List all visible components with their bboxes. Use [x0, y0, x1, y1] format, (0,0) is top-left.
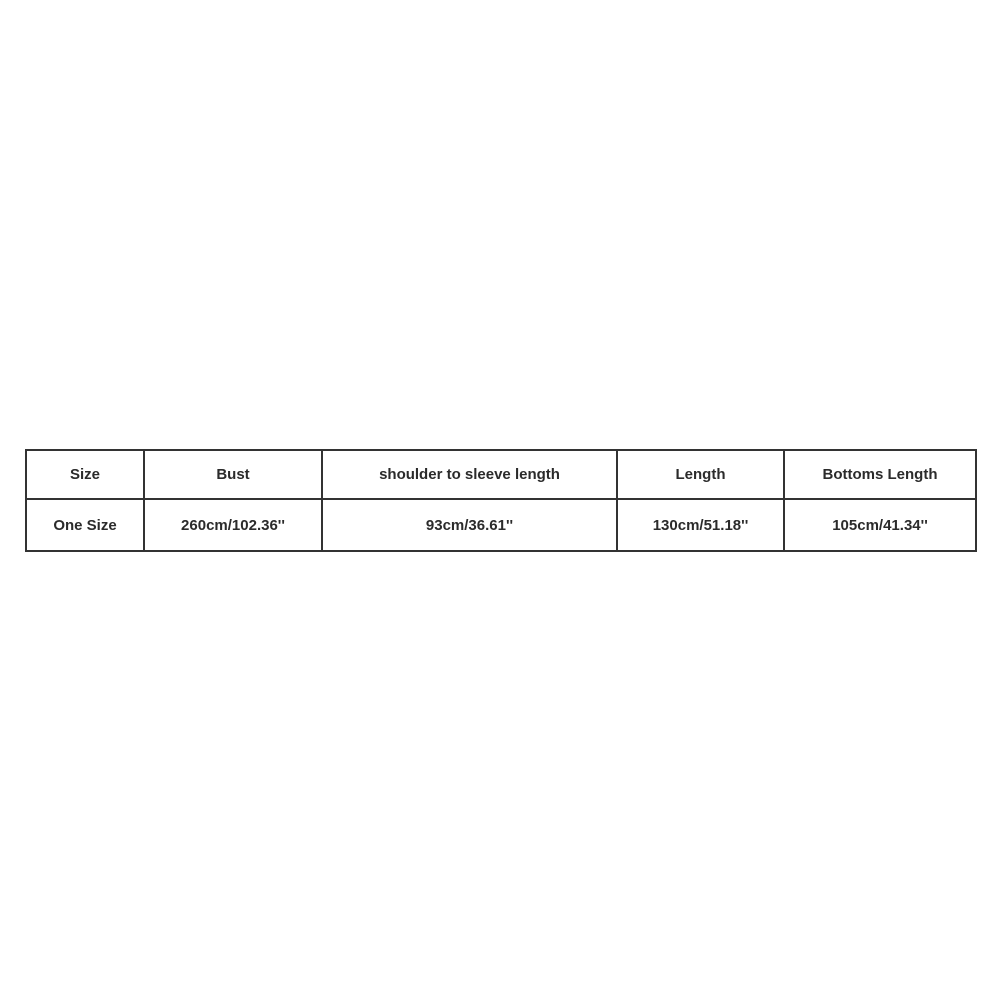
cell-size-value: One Size [26, 499, 144, 551]
header-cell-shoulder-to-sleeve-length: shoulder to sleeve length [322, 450, 617, 499]
cell-bottoms-length-value: 105cm/41.34'' [784, 499, 976, 551]
header-cell-bottoms-length: Bottoms Length [784, 450, 976, 499]
size-chart-table [25, 449, 977, 552]
table-row [26, 499, 976, 551]
cell-length-value: 130cm/51.18'' [617, 499, 784, 551]
header-cell-length: Length [617, 450, 784, 499]
header-row [26, 450, 976, 499]
cell-bust-value: 260cm/102.36'' [144, 499, 322, 551]
header-cell-bust: Bust [144, 450, 322, 499]
cell-shoulder-to-sleeve-value: 93cm/36.61'' [322, 499, 617, 551]
header-cell-size: Size [26, 450, 144, 499]
